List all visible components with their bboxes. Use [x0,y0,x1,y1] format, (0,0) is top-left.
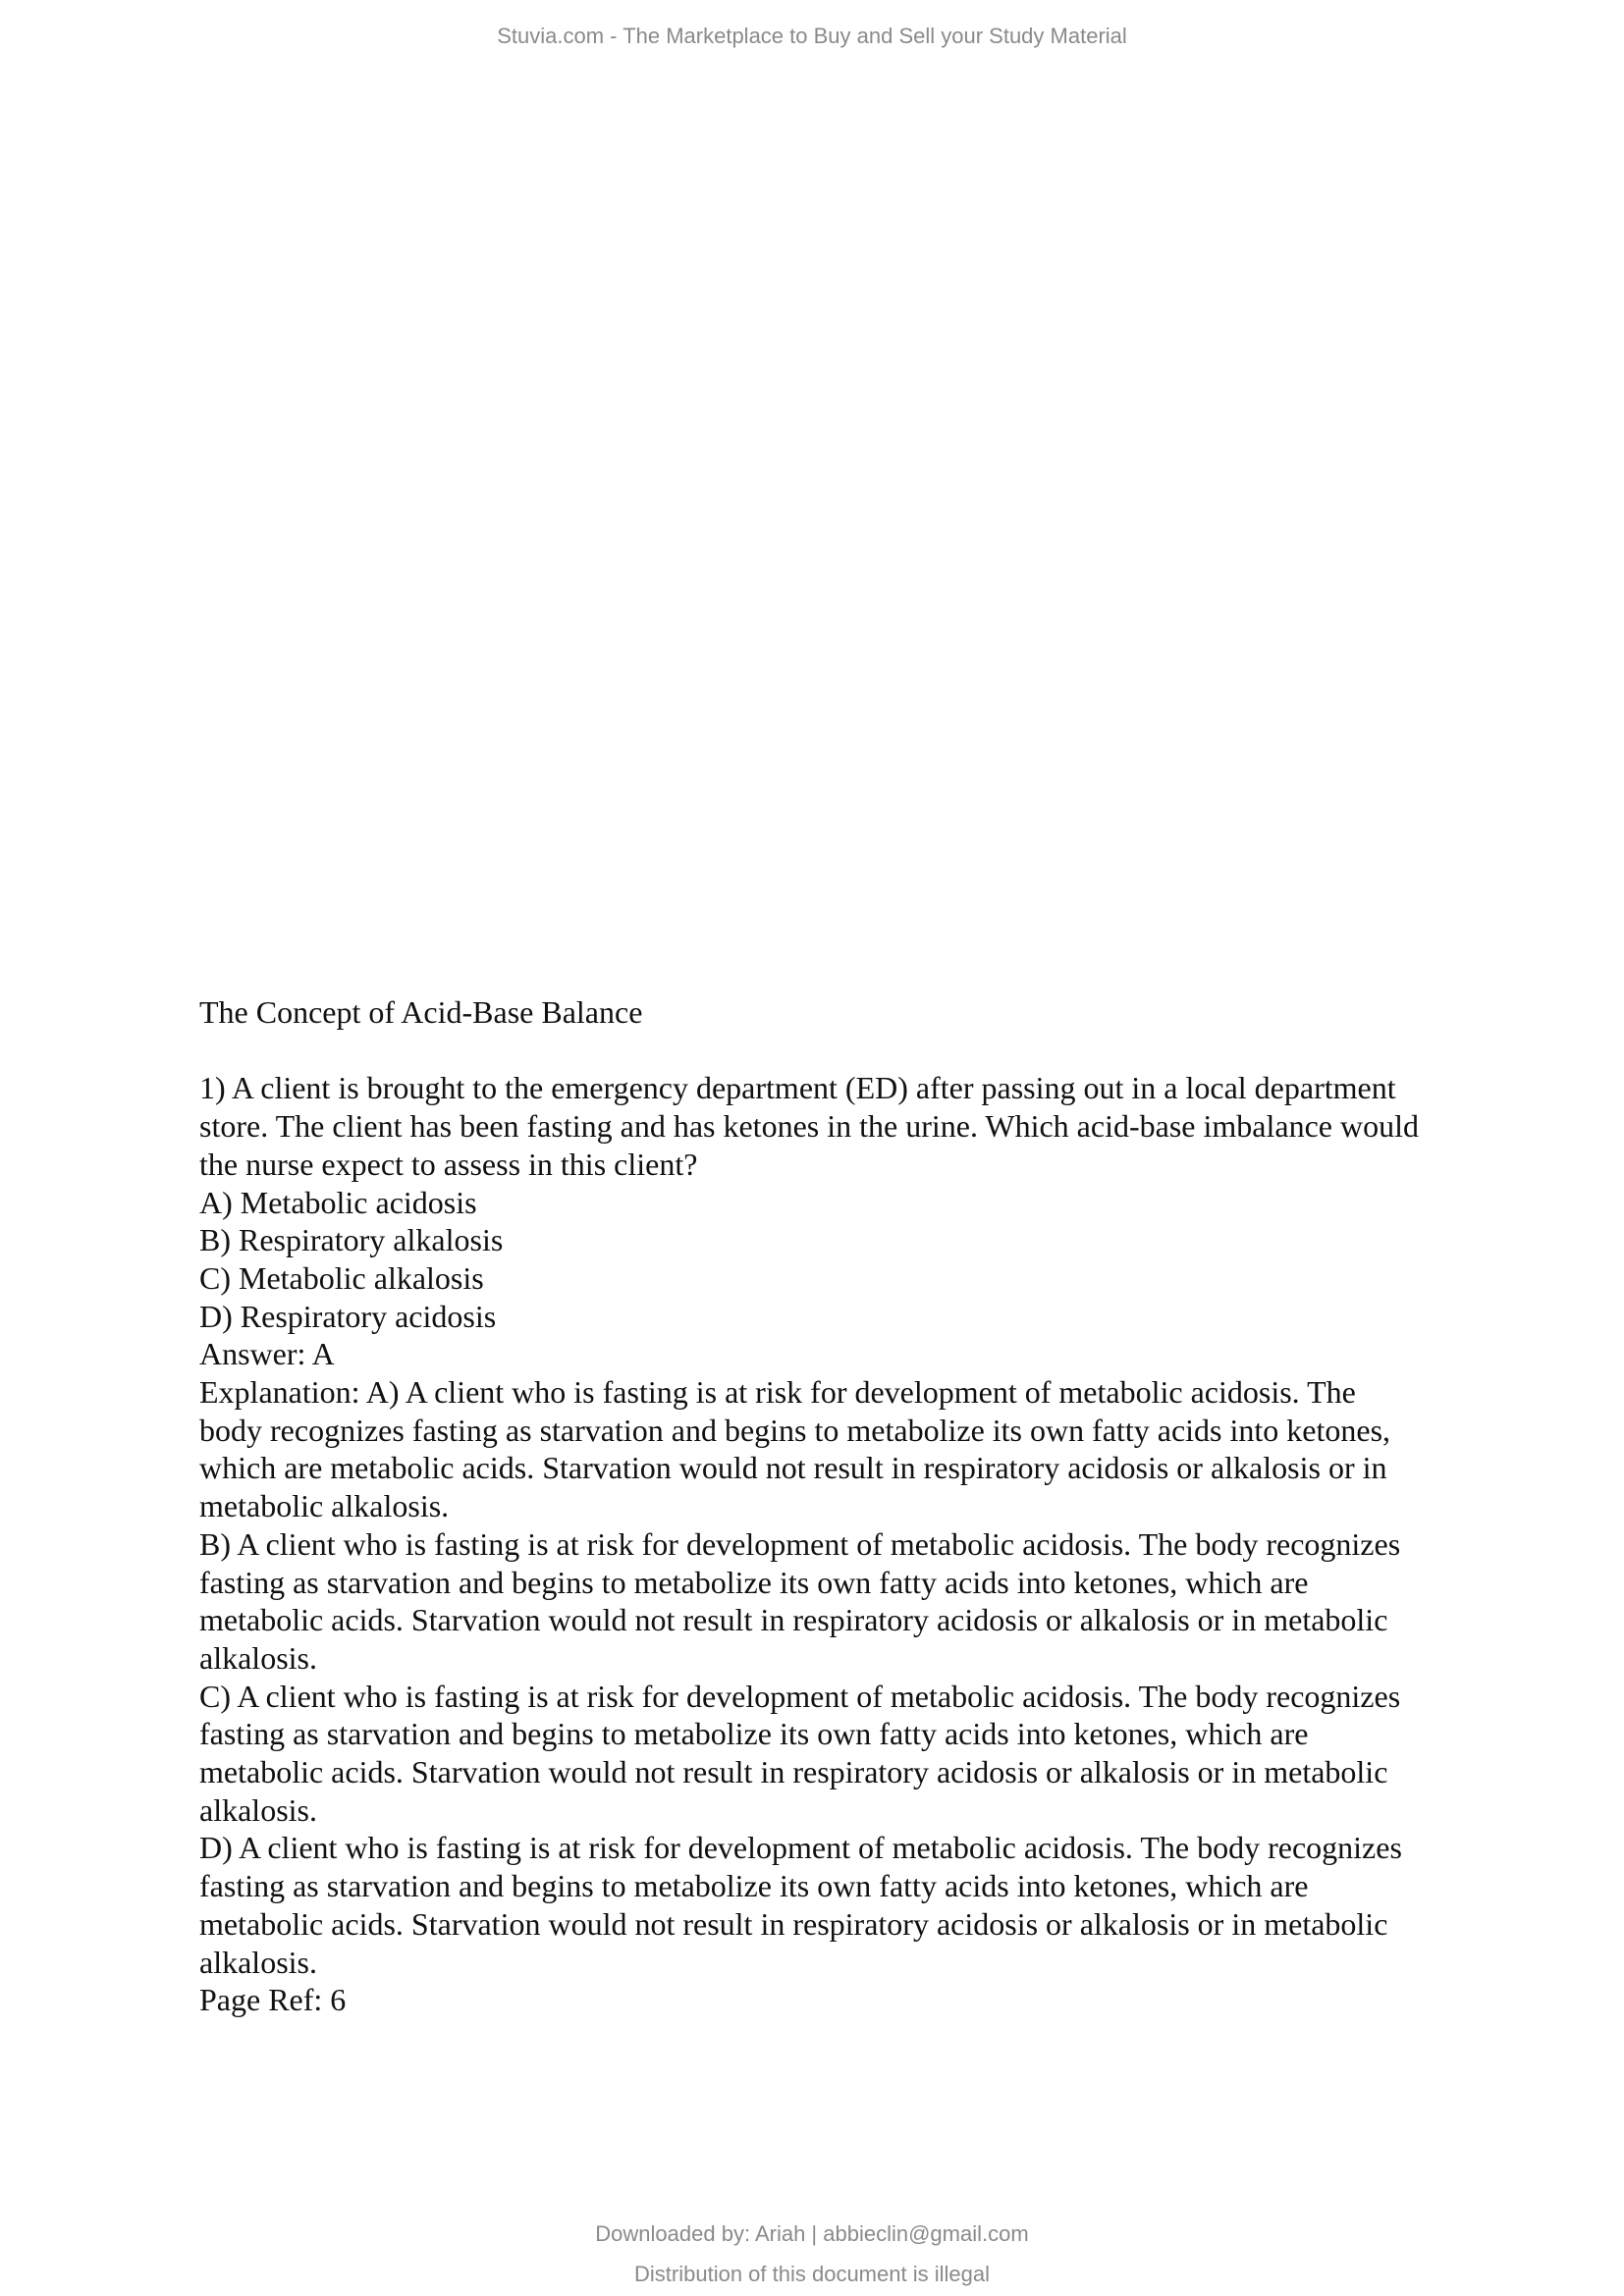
text-line: fasting as starvation and begins to metabolize its own fatty acids into ketones, which are [199,1716,1309,1752]
text-line: Answer: A [199,1336,335,1372]
text-line: A) Metabolic acidosis [199,1184,477,1220]
text-line: body recognizes fasting as starvation and begins to metabolize its own fatty acids into ketones, [199,1412,1391,1448]
text-line: fasting as starvation and begins to metabolize its own fatty acids into ketones, which are [199,1868,1309,1904]
text-line: Page Ref: 6 [199,1982,347,2018]
document-body [199,993,1419,2019]
document-title: The Concept of Acid-Base Balance [199,994,643,1030]
footer-distribution-notice: Distribution of this document is illegal [634,2262,990,2286]
spacer [199,1032,1419,1070]
text-line: B) A client who is fasting is at risk for development of metabolic acidosis. The body recognizes [199,1525,1401,1562]
text-line: alkalosis. [199,1944,317,1980]
question-block [199,1069,1419,2019]
text-line: C) Metabolic alkalosis [199,1259,484,1296]
text-line: Explanation: A) A client who is fasting is at risk for development of metabolic acidosis. The [199,1374,1356,1411]
text-line: metabolic acids. Starvation would not result in respiratory acidosis or alkalosis or in metabolic [199,1754,1388,1790]
text-line: the nurse expect to assess in this client? [199,1146,698,1182]
text-line: metabolic acids. Starvation would not result in respiratory acidosis or alkalosis or in metabolic [199,1602,1388,1638]
text-line: fasting as starvation and begins to metabolize its own fatty acids into ketones, which are [199,1564,1309,1600]
text-line: metabolic acids. Starvation would not result in respiratory acidosis or alkalosis or in metabolic [199,1905,1388,1942]
text-line: D) Respiratory acidosis [199,1298,497,1334]
text-line: metabolic alkalosis. [199,1488,450,1524]
text-line: C) A client who is fasting is at risk for development of metabolic acidosis. The body recognizes [199,1678,1401,1714]
text-line: D) A client who is fasting is at risk for development of metabolic acidosis. The body recognizes [199,1830,1402,1866]
text-line: B) Respiratory alkalosis [199,1222,504,1258]
text-line: alkalosis. [199,1639,317,1676]
footer-downloaded-by: Downloaded by: Ariah | abbieclin@gmail.com [595,2221,1029,2246]
text-line: alkalosis. [199,1791,317,1828]
text-line: store. The client has been fasting and has ketones in the urine. Which acid-base imbalance would [199,1108,1419,1145]
text-line: 1) A client is brought to the emergency department (ED) after passing out in a local department [199,1070,1396,1106]
watermark-header: Stuvia.com - The Marketplace to Buy and Sell your Study Material [497,24,1127,48]
text-line: which are metabolic acids. Starvation would not result in respiratory acidosis or alkalosis or in [199,1450,1387,1486]
